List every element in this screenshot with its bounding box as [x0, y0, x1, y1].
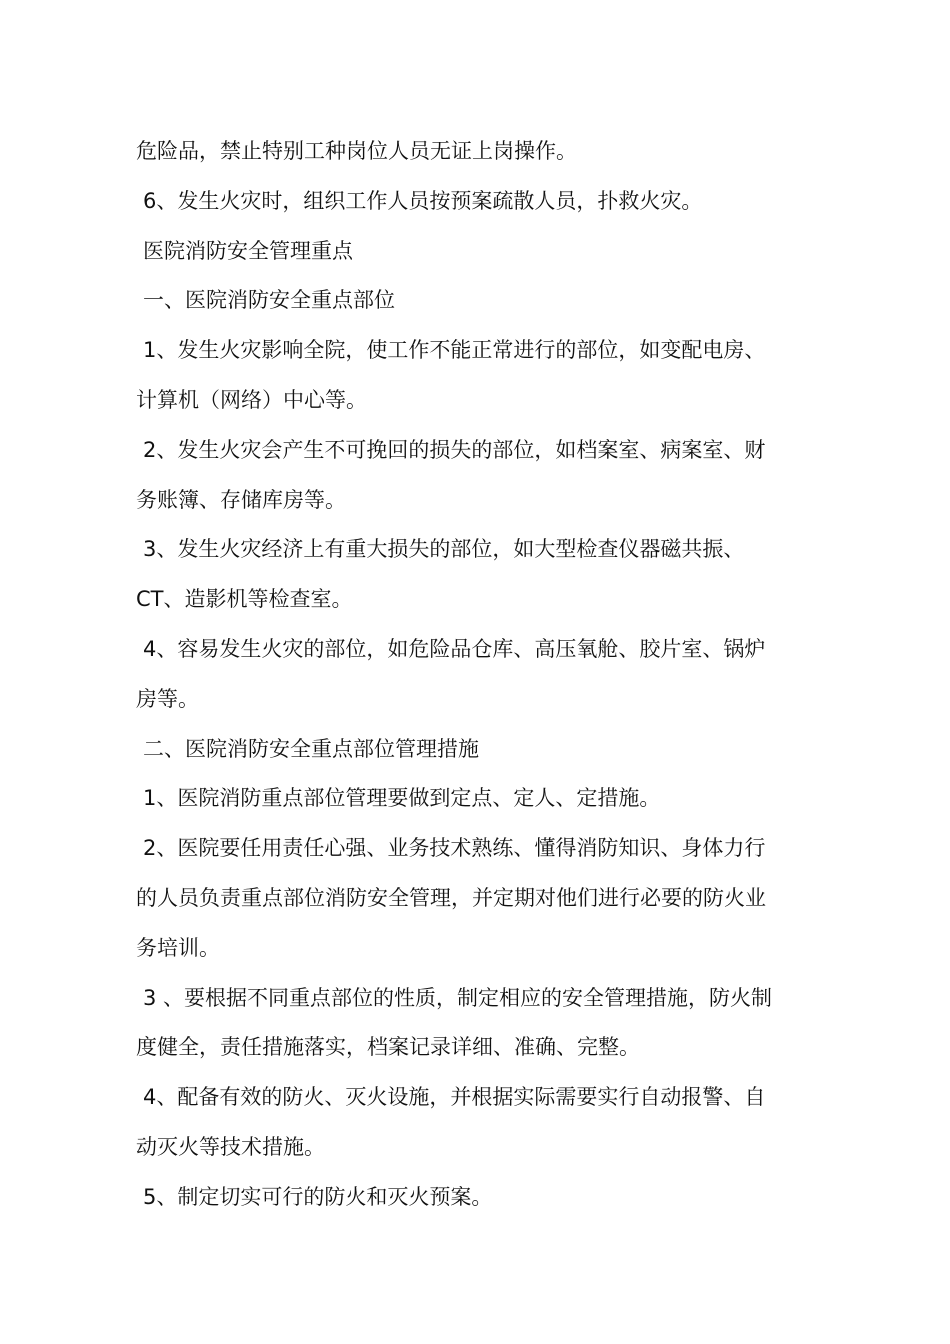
- text-line: 度健全，责任措施落实，档案记录详细、准确、完整。: [136, 1035, 640, 1060]
- text-line: 5、制定切实可行的防火和灭火预案。: [143, 1184, 493, 1209]
- text-line: 危险品，禁止特别工种岗位人员无证上岗操作。: [136, 139, 577, 163]
- document-body: [136, 127, 836, 1223]
- text-line: 4、容易发生火灾的部位，如危险品仓库、高压氧舱、胶片室、锅炉: [143, 636, 766, 661]
- text-line: 务培训。: [136, 935, 220, 960]
- section-heading: 医院消防安全管理重点: [143, 238, 353, 263]
- text-line: 的人员负责重点部位消防安全管理，并定期对他们进行必要的防火业: [136, 885, 766, 910]
- text-line: 3 、要根据不同重点部位的性质，制定相应的安全管理措施，防火制: [143, 985, 773, 1010]
- text-line: 房等。: [136, 686, 199, 711]
- text-line: 动灭火等技术措施。: [136, 1134, 325, 1159]
- text-line: 1、发生火灾影响全院，使工作不能正常进行的部位，如变配电房、: [143, 338, 766, 363]
- text-line: 务账簿、存储库房等。: [136, 487, 346, 512]
- text-line: 2、发生火灾会产生不可挽回的损失的部位，如档案室、病案室、财: [143, 437, 766, 462]
- section-heading: 二、医院消防安全重点部位管理措施: [143, 736, 479, 761]
- text-line: 6、发生火灾时，组织工作人员按预案疏散人员，扑救火灾。: [143, 188, 703, 213]
- text-line: 2、医院要任用责任心强、业务技术熟练、懂得消防知识、身体力行: [143, 836, 766, 861]
- section-heading: 一、医院消防安全重点部位: [143, 288, 395, 313]
- text-line: 3、发生火灾经济上有重大损失的部位，如大型检查仪器磁共振、: [143, 537, 745, 562]
- text-line: 4、配备有效的防火、灭火设施，并根据实际需要实行自动报警、自: [143, 1085, 766, 1110]
- text-line: CT、造影机等检查室。: [136, 587, 353, 612]
- text-line: 1、医院消防重点部位管理要做到定点、定人、定措施。: [143, 786, 661, 811]
- text-line: 计算机（网络）中心等。: [136, 387, 367, 412]
